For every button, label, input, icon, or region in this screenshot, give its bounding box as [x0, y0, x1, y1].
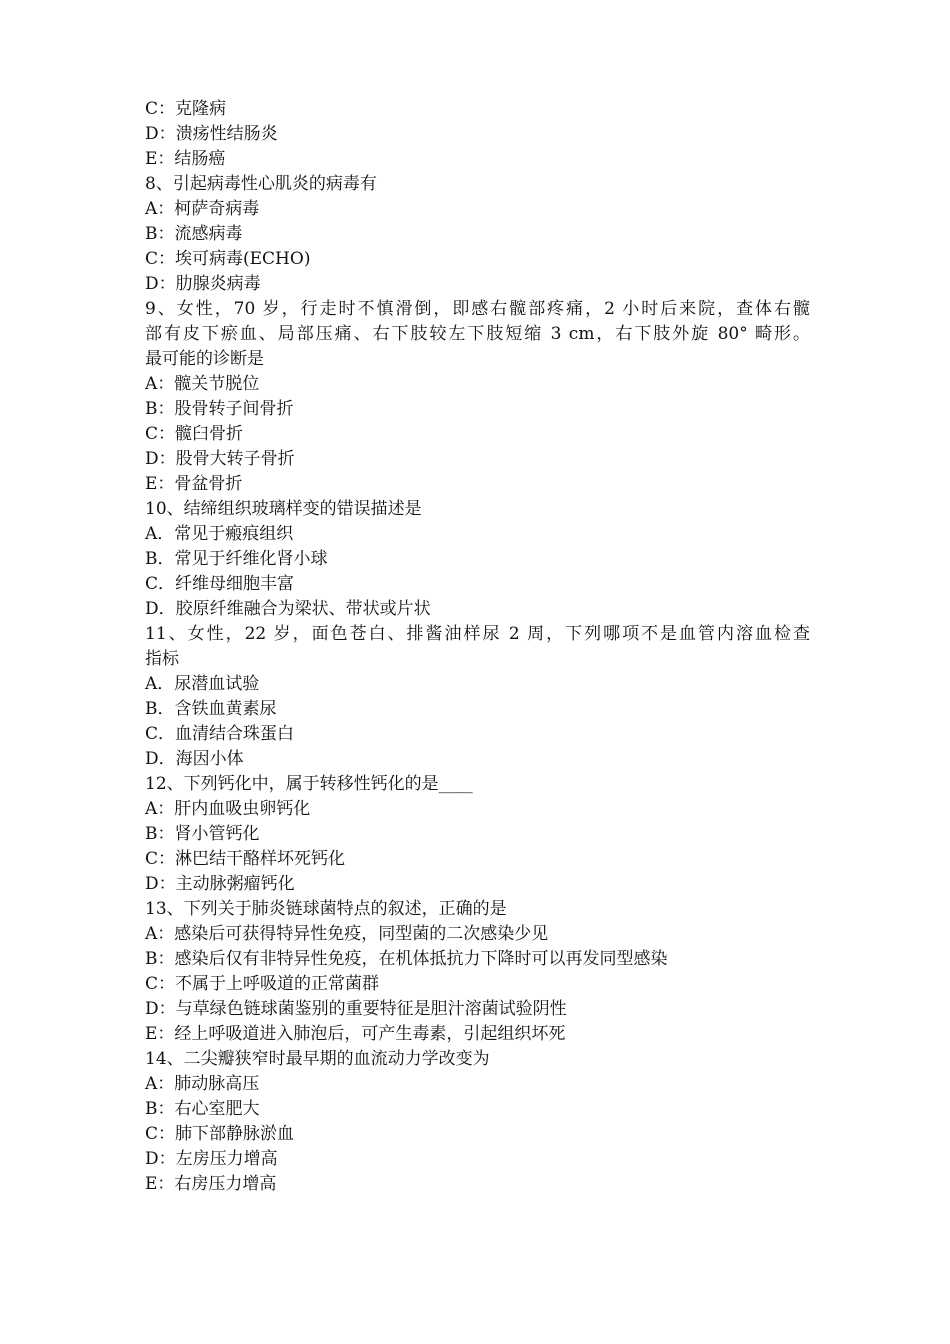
option-line: D：与草绿色链球菌鉴别的重要特征是胆汁溶菌试验阴性: [145, 999, 567, 1019]
option-line: C．纤维母细胞丰富: [145, 574, 295, 594]
option-line: E：右房压力增高: [145, 1174, 277, 1194]
document-body: [145, 97, 810, 1197]
option-line: A．常见于瘢痕组织: [145, 524, 294, 544]
question-11: [145, 622, 810, 672]
option-line: C：埃可病毒(ECHO): [145, 249, 311, 269]
option-line: E：骨盆骨折: [145, 474, 243, 494]
option-line: D：肋腺炎病毒: [145, 274, 261, 294]
option-line: D：左房压力增高: [145, 1149, 278, 1169]
option-line: E：经上呼吸道进入肺泡后，可产生毒素，引起组织坏死: [145, 1024, 566, 1044]
question-9-line-1: 9、女性，70 岁，行走时不慎滑倒，即感右髋部疼痛，2 小时后来院，查体右髋: [145, 299, 810, 319]
option-line: A：感染后可获得特异性免疫，同型菌的二次感染少见: [145, 924, 549, 944]
question-8: 8、引起病毒性心肌炎的病毒有: [145, 174, 377, 194]
question-10: 10、结缔组织玻璃样变的错误描述是: [145, 499, 422, 519]
option-line: B．常见于纤维化肾小球: [145, 549, 328, 569]
option-line: C：不属于上呼吸道的正常菌群: [145, 974, 380, 994]
option-line: B：右心室肥大: [145, 1099, 260, 1119]
option-line: C：克隆病: [145, 99, 227, 119]
option-line: C：肺下部静脉淤血: [145, 1124, 295, 1144]
option-line: D：溃疡性结肠炎: [145, 124, 278, 144]
question-12: 12、下列钙化中，属于转移性钙化的是____: [145, 774, 473, 794]
option-line: C．血清结合珠蛋白: [145, 724, 295, 744]
option-line: A．尿潜血试验: [145, 674, 260, 694]
question-14: 14、二尖瓣狭窄时最早期的血流动力学改变为: [145, 1049, 490, 1069]
option-line: D．海因小体: [145, 749, 244, 769]
option-line: A：肝内血吸虫卵钙化: [145, 799, 311, 819]
option-line: B：肾小管钙化: [145, 824, 260, 844]
question-9-line-3: 最可能的诊断是: [145, 349, 264, 369]
question-9-line-2: 部有皮下瘀血、局部压痛、右下肢较左下肢短缩 3 cm，右下肢外旋 80° 畸形。: [145, 324, 810, 344]
option-line: B．含铁血黄素尿: [145, 699, 277, 719]
option-line: A：肺动脉高压: [145, 1074, 260, 1094]
question-11-line-1: 11、女性，22 岁，面色苍白、排酱油样尿 2 周，下列哪项不是血管内溶血检查: [145, 624, 810, 644]
option-line: B：感染后仅有非特异性免疫，在机体抵抗力下降时可以再发同型感染: [145, 949, 668, 969]
question-9: [145, 297, 810, 372]
option-line: B：流感病毒: [145, 224, 243, 244]
option-line: E：结肠癌: [145, 149, 226, 169]
option-line: A：髋关节脱位: [145, 374, 260, 394]
option-line: C：髋臼骨折: [145, 424, 244, 444]
question-11-line-2: 指标: [145, 649, 179, 669]
option-line: D：主动脉粥瘤钙化: [145, 874, 295, 894]
option-line: D：股骨大转子骨折: [145, 449, 295, 469]
option-line: A：柯萨奇病毒: [145, 199, 260, 219]
option-line: C：淋巴结干酪样坏死钙化: [145, 849, 346, 869]
option-line: D．胶原纤维融合为梁状、带状或片状: [145, 599, 431, 619]
option-line: B：股骨转子间骨折: [145, 399, 294, 419]
question-13: 13、下列关于肺炎链球菌特点的叙述，正确的是: [145, 899, 507, 919]
